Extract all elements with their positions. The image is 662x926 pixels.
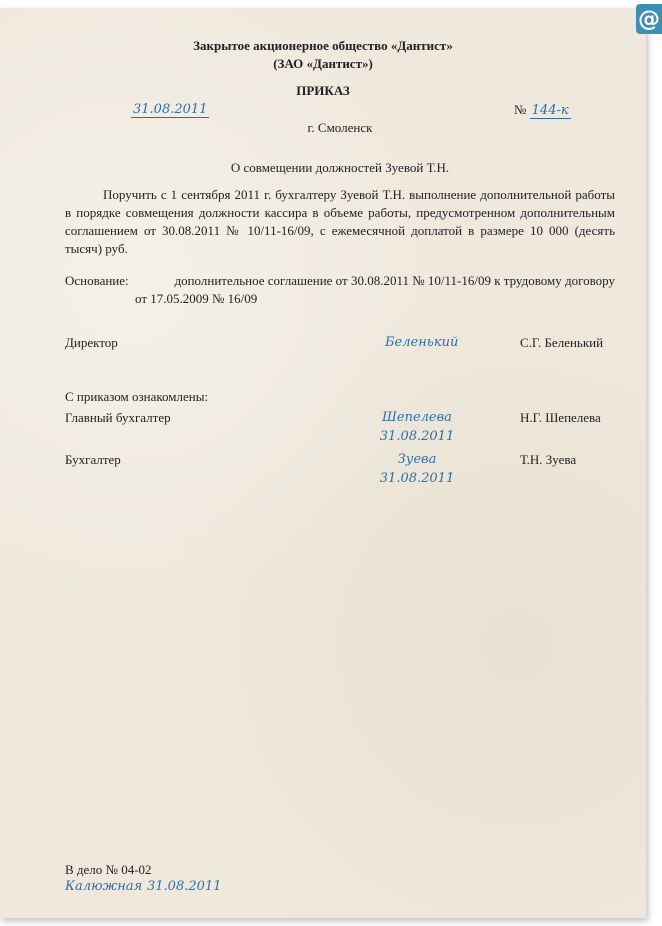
document-page — [0, 8, 646, 918]
person-1-date: 31.08.2011 — [379, 429, 455, 444]
person-2-date: 31.08.2011 — [379, 471, 455, 486]
org-full-name: Закрытое акционерное общество «Дантист» — [193, 38, 453, 53]
clerk-signature: Калюжная — [65, 879, 143, 894]
order-number-value: 144-к — [531, 103, 569, 118]
person-2-position: Бухгалтер — [65, 452, 121, 467]
basis-line-1: дополнительное соглашение от 30.08.2011 № 10/11-16/09 к трудовому договору — [174, 273, 615, 288]
order-number — [514, 102, 571, 118]
doc-type-title: ПРИКАЗ — [296, 83, 350, 98]
director-position: Директор — [65, 335, 118, 350]
file-note: В дело № 04-02 — [65, 862, 152, 877]
person-1-name: Н.Г. Шепелева — [520, 410, 601, 425]
director-signature: Беленький — [385, 335, 459, 350]
at-sign-icon[interactable]: @ — [636, 4, 662, 34]
acquainted-label: С приказом ознакомлены: — [65, 389, 209, 404]
person-1-position: Главный бухгалтер — [65, 410, 171, 425]
city: г. Смоленск — [307, 120, 373, 135]
person-2-signature: Зуева — [397, 452, 437, 467]
basis-label: Основание: — [65, 273, 129, 288]
basis-line-2: от 17.05.2009 № 16/09 — [135, 291, 258, 306]
org-short-name: (ЗАО «Дантист») — [273, 56, 373, 71]
body-paragraph: Поручить с 1 сентября 2011 г. бухгалтеру Зуевой Т.Н. выполнение дополнительной работы в порядке совмещения должности кассира в объеме работы, предусмотренном дополнительным соглашением от 30.08.2011 № 10/11-16/09, с ежемесячной доплатой в размере 10 000 (десять тысяч) руб. — [65, 187, 615, 256]
person-1-signature: Шепелева — [382, 410, 452, 425]
subject: О совмещении должностей Зуевой Т.Н. — [230, 160, 450, 175]
clerk-date: 31.08.2011 — [147, 879, 222, 894]
order-date-value: 31.08.2011 — [133, 102, 208, 117]
person-2-name: Т.Н. Зуева — [520, 452, 577, 467]
order-number-label: № — [514, 102, 527, 117]
director-name: С.Г. Беленький — [520, 335, 604, 350]
order-date — [131, 102, 209, 117]
